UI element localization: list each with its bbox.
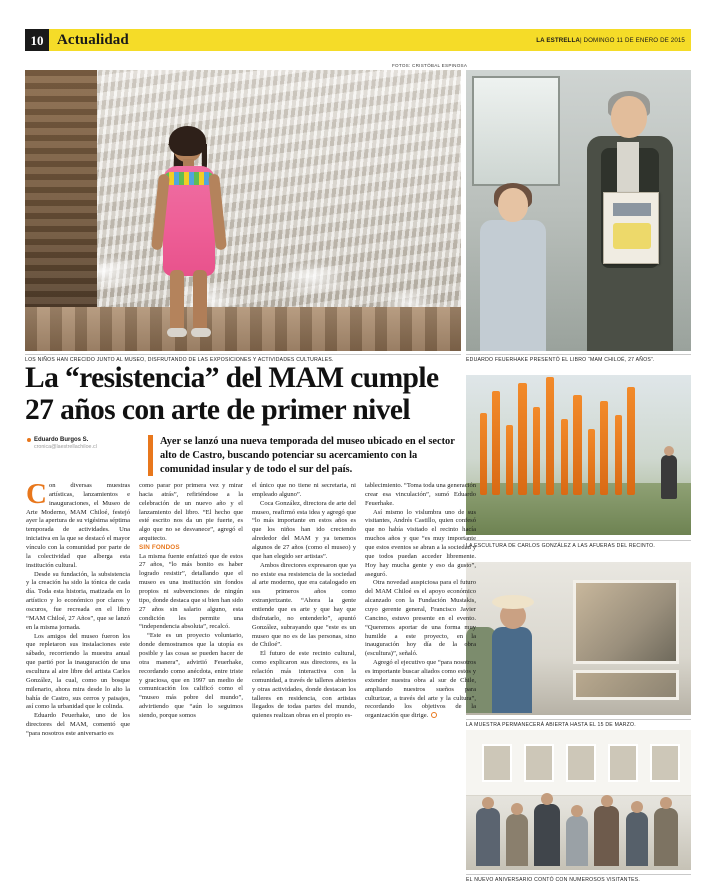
- paragraph: Eduardo Feuerhake, uno de los directores del MAM, comentó que “para nosotros este aniversario es: [26, 712, 130, 738]
- page-folio-number: 10: [25, 29, 49, 51]
- section-subhead: SIN FONDOS: [139, 544, 180, 552]
- side-photo-3-caption: LA MUESTRA PERMANECERÁ ABIERTA HASTA EL 15 DE MARZO.: [466, 719, 691, 728]
- paragraph-text: on diversas muestras artísticas, lanzamientos e inauguraciones, el Museo de Arte Moderno, MAM Chiloé, festejó ayer la apertura de su vigésima séptima temporada de actividades. Una iniciativa en la que se destacó el mayor vínculo con la comunidad por parte de la colectividad que alberga esta institución cultural.: [26, 482, 130, 569]
- drop-cap: C: [26, 478, 47, 510]
- paragraph: [26, 478, 130, 571]
- visitor-with-hat: [484, 595, 540, 713]
- masthead-dateline: [536, 37, 685, 44]
- author-email: cronica@laestrellachiloe.cl: [34, 444, 97, 450]
- body-column-3: [252, 482, 356, 874]
- main-photo: [25, 70, 461, 351]
- side-photo-feuerhake: [466, 70, 691, 351]
- paragraph: Desde su fundación, la subsistencia y la creación ha sido la tónica de cada día. Toda esta historia, matizada en lo artístico y lo económico por claros y oscuros, fue recreada en el libro “MAM Chiloé, 27 Años”, que se lanzó en la misma jornada.: [26, 570, 130, 631]
- paragraph: Ambos directores expresaron que ya no existe esa resistencia de la sociedad al arte moderno, que era catalogado en sus primeros años como extranjerizante. “Ahora la gente entiende que es arte y que hay que disfrutarlo, no entenderlo”, apuntó González, subrayando que “este es un museo que no es de las personas, sino de Chiloé”.: [252, 561, 356, 649]
- lead-accent-bar: [148, 435, 153, 476]
- side-photo-2-caption: LA ESCULTURA DE CARLOS GONZÁLEZ A LAS AFUERAS DEL RECINTO.: [466, 540, 691, 549]
- dateline-separator: |: [579, 36, 582, 44]
- paragraph: El futuro de este recinto cultural, como explicaron sus directores, es la relación más interactiva con la comunidad, a través de talleres abiertos y otras actividades, donde destacan los talleres en residencia, con artistas llegados de todas partes del mundo, quienes realizan obras en el propio es-: [252, 650, 356, 720]
- paragraph: La misma fuente enfatizó que de estos 27 años, “lo más bonito es haber logrado resistir”, detallando que el museo es una institución sin fondos propios ni subvenciones de ningún tipo, donde destaca que si bien han sido 27 años sin salario alguno, esta condición les permite una “independencia absoluta”, recalcó.: [139, 552, 243, 631]
- issue-date: DOMINGO 11 DE ENERO DE 2015: [583, 36, 685, 44]
- byline: [27, 437, 135, 450]
- side-photo-1-caption: EDUARDO FEUERHAKE PRESENTÓ EL LIBRO “MAM CHILOÉ, 27 AÑOS”.: [466, 354, 691, 363]
- end-mark-icon: [431, 712, 437, 718]
- article-lead: [148, 435, 461, 476]
- artwork-frame-small: [573, 670, 679, 700]
- paragraph: Así mismo lo vislumbra uno de sus visitantes, Andrés Castillo, quien confesó que no había visitado el recinto hacía muchos años y que “es muy importante que estos eventos se abran a la sociedad y que todos puedan acceder libremente. Hoy hay mucha gente y eso da gusto”, aseguró.: [365, 508, 476, 578]
- paragraph: el único que no tiene ni secretaria, ni empleado alguno”.: [252, 482, 356, 498]
- bullet-icon: [27, 438, 31, 442]
- paper-name: LA ESTRELLA: [536, 36, 580, 44]
- headline-line-2: 27 años con arte de primer nivel: [25, 393, 411, 426]
- page-masthead: [25, 29, 691, 51]
- paragraph: como parar por primera vez y mirar hacia atrás”, refiriéndose a la celebración de un nuevo año y el lanzamiento del libro. “El hecho que esté escrito nos da un pie fuerte, es algo que no se desvanece”, agregó el arquitecto.: [139, 482, 243, 543]
- man-with-book: [581, 96, 677, 351]
- paragraph: tablecimiento. “Toma toda una generación crear esa vinculación”, sumó Eduardo Feuerhake.: [365, 482, 476, 507]
- body-column-2: [139, 482, 243, 874]
- lead-text: Ayer se lanzó una nueva temporada del museo ubicado en el sector alto de Castro, buscando potenciar su acercamiento con la comunidad insular y de todo el sur del país.: [160, 436, 455, 475]
- paragraph: Los amigos del museo fueron los que repletaron sus instalaciones este sábado, recorriendo la muestra anual que partió por la inauguración de una escultura al aire libre del artista Carlos González, la cual, como un bosque milenario, ahora mira desde lo alto la bahía de Castro, sus cerros y paisajes, así como la urbanidad que le colinda.: [26, 632, 130, 711]
- side-photo-sculpture: [466, 375, 691, 535]
- side-photo-4-caption: EL NUEVO ANIVERSARIO CONTÓ CON NUMEROSOS VISITANTES.: [466, 874, 691, 883]
- article-body: [26, 478, 476, 874]
- girl-figure: [143, 130, 235, 345]
- body-column-1: [26, 478, 130, 874]
- window-shape: [472, 76, 560, 186]
- side-photo-visitors: [466, 730, 691, 870]
- book-cover: [603, 192, 659, 264]
- page-headline: [25, 363, 461, 427]
- photo-credit: FOTOS: CRISTÓBAL ESPINOSA: [392, 63, 468, 68]
- visitor-silhouette: [661, 455, 677, 499]
- woman-figure: [478, 188, 548, 351]
- side-photo-exhibition: [466, 562, 691, 715]
- paragraph: Coca González, directora de arte del museo, reafirmó esta idea y agregó que “lo más importante en estos años es que los niños han ido creciendo alrededor del MAM y ya tenemos algunos de 27 años (como el museo) y que han elegido ser artistas”.: [252, 499, 356, 560]
- paragraph: [365, 659, 476, 721]
- body-column-4: [365, 482, 476, 874]
- wooden-floor: [25, 307, 461, 351]
- artwork-frame-large: [573, 580, 679, 664]
- author-name: Eduardo Burgos S.: [34, 437, 89, 443]
- paragraph: Otra novedad auspiciosa para el futuro del MAM Chiloé es el apoyo económico alcanzado con la Fundación Mustakis, cuyo gerente general, Francisco Javier Cancino, estuvo presente en el evento. “Queremos aportar de una forma muy humilde a este proyecto, en la inauguración hoy día de la obra (escultura)”, señaló.: [365, 579, 476, 658]
- headline-line-1: La “resistencia” del MAM cumple: [25, 362, 439, 394]
- paragraph: “Este es un proyecto voluntario, donde demostramos que la utopía es posible y las cosas se pueden hacer de otra manera”, advirtió Feuerhake, recordando como anécdota, entre triste y graciosa, que en 1997 un medio de comunicación los calificó como el “museo más pobre del mundo”, advirtiendo que “aún lo seguimos siendo, porque somos: [139, 632, 243, 720]
- paragraph-text: Agregó el ejecutivo que “para nosotros es importante buscar aliados como estos y extender nuestra obra al sur de Chile, ampliando nuestros sueños para culturizar, a través del arte y la cultura”, recordando los objetivos de la organización que dirige.: [365, 659, 476, 720]
- section-title: Actualidad: [57, 31, 129, 48]
- main-photo-caption: LOS NIÑOS HAN CRECIDO JUNTO AL MUSEO, DISFRUTANDO DE LAS EXPOSICIONES Y ACTIVIDADES CULTURALES.: [25, 354, 461, 363]
